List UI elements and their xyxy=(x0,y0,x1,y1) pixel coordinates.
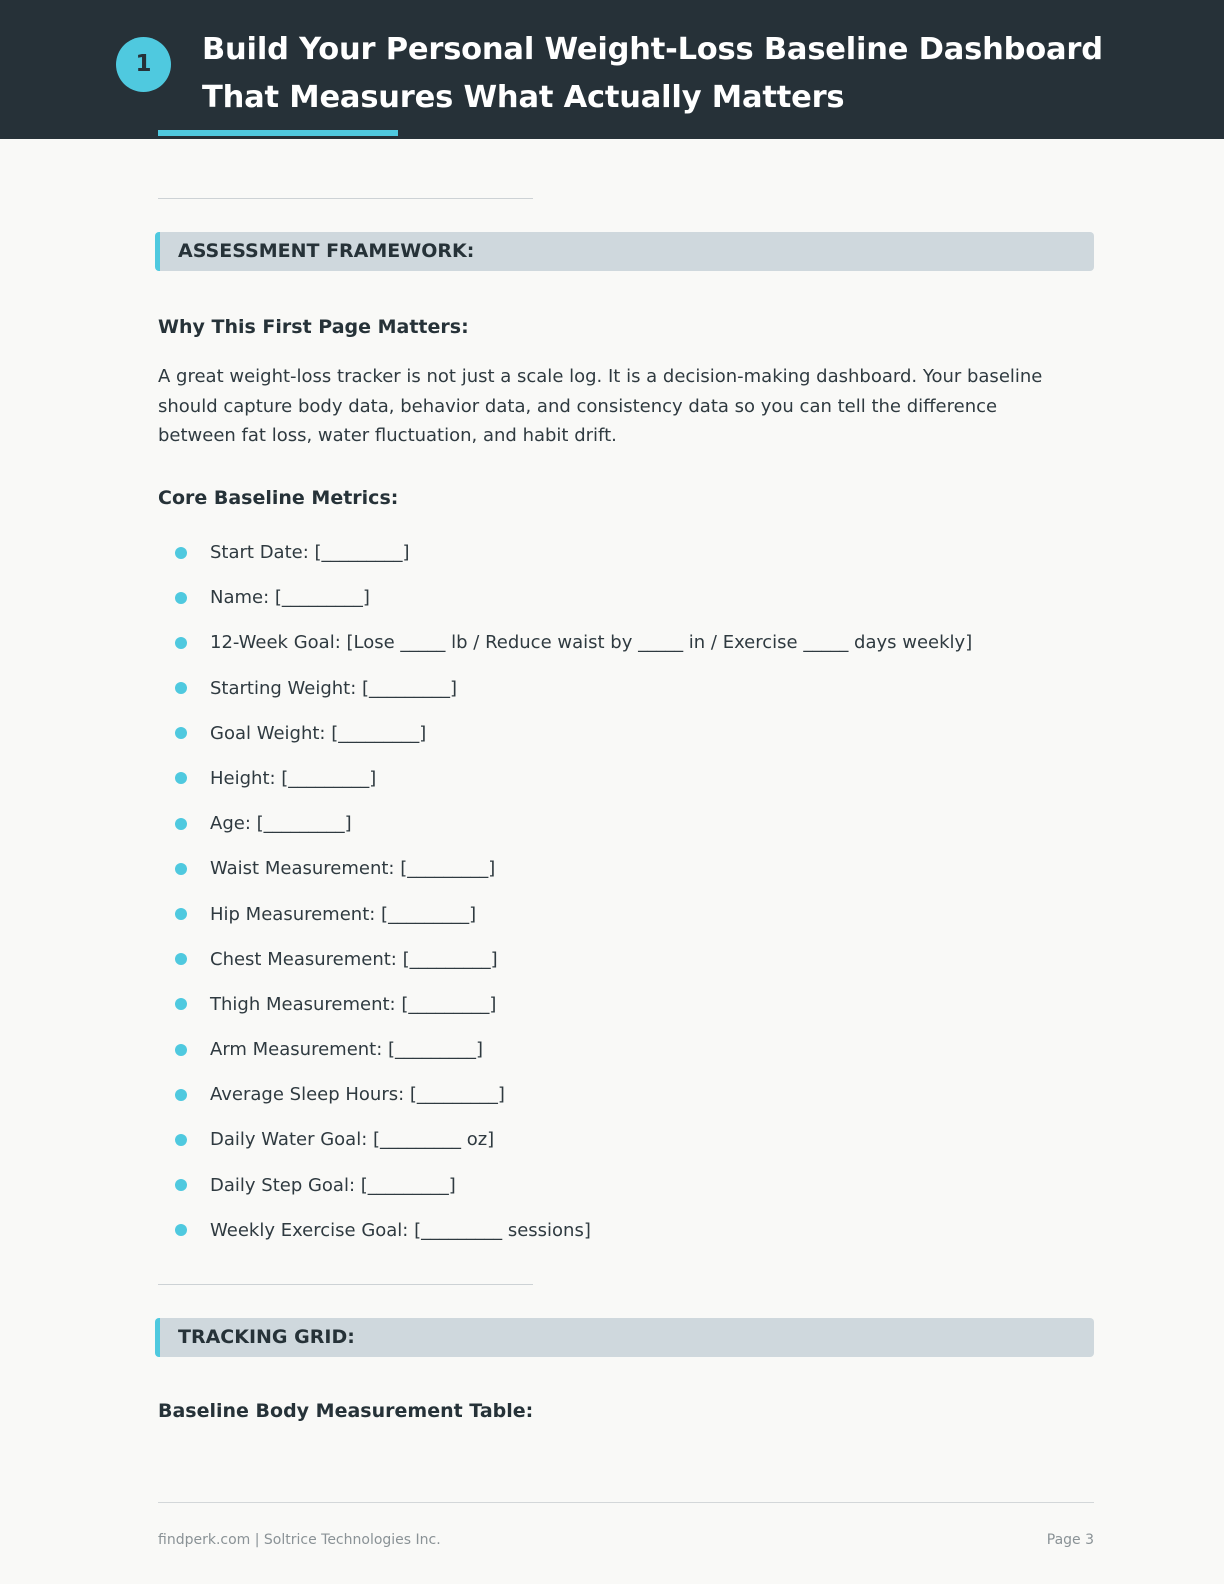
metric-label: 12-Week Goal: [Lose _____ lb / Reduce waist by _____ in / Exercise _____ days weekly] xyxy=(210,632,973,654)
table-heading: Baseline Body Measurement Table: xyxy=(158,1400,534,1422)
footer-divider xyxy=(158,1502,1094,1503)
metric-label: Start Date: [_________] xyxy=(210,542,410,563)
metric-label: Hip Measurement: [_________] xyxy=(210,903,477,925)
bullet-dot-icon xyxy=(175,682,187,694)
chapter-number-badge: 1 xyxy=(116,37,171,92)
bullet-dot-icon xyxy=(175,592,187,604)
bullet-dot-icon xyxy=(175,772,187,784)
bullet-dot-icon xyxy=(175,1044,187,1056)
metric-label: Starting Weight: [_________] xyxy=(210,677,458,699)
footer-source: findperk.com | Soltrice Technologies Inc. xyxy=(158,1532,441,1548)
section-title-tracking: TRACKING GRID: xyxy=(178,1326,355,1348)
list-item xyxy=(158,937,972,982)
bullet-dot-icon xyxy=(175,727,187,739)
title-accent-underline xyxy=(158,130,398,136)
metric-label: Height: [_________] xyxy=(210,767,377,789)
section-title-assessment: ASSESSMENT FRAMEWORK: xyxy=(178,240,475,262)
metric-label: Daily Water Goal: [_________ oz] xyxy=(210,1129,495,1151)
why-paragraph: A great weight-loss tracker is not just a scale log. It is a decision-making dashboard. Your baseline should capture body data, behavior data, and consistency data so you can tell the difference between fat loss, water fluctuation, and habit drift. xyxy=(158,366,1043,446)
bullet-dot-icon xyxy=(175,908,187,920)
list-item xyxy=(158,892,972,937)
metric-label: Average Sleep Hours: [_________] xyxy=(210,1084,505,1106)
section-divider xyxy=(158,198,533,199)
metric-label: Weekly Exercise Goal: [_________ sessions] xyxy=(210,1219,591,1241)
bullet-dot-icon xyxy=(175,637,187,649)
bullet-dot-icon xyxy=(175,1224,187,1236)
page-header xyxy=(0,0,1224,139)
section-divider xyxy=(158,1284,533,1285)
bullet-dot-icon xyxy=(175,547,187,559)
list-item xyxy=(158,666,972,711)
metrics-heading: Core Baseline Metrics: xyxy=(158,487,399,509)
list-item xyxy=(158,1163,972,1208)
list-item xyxy=(158,530,972,575)
bullet-dot-icon xyxy=(175,818,187,830)
bullet-dot-icon xyxy=(175,1134,187,1146)
metric-label: Daily Step Goal: [_________] xyxy=(210,1174,456,1196)
metric-label: Waist Measurement: [_________] xyxy=(210,858,496,880)
bullet-dot-icon xyxy=(175,953,187,965)
list-item xyxy=(158,1027,972,1072)
metric-label: Goal Weight: [_________] xyxy=(210,722,427,744)
bullet-dot-icon xyxy=(175,1089,187,1101)
list-item xyxy=(158,846,972,891)
list-item xyxy=(158,575,972,620)
list-item xyxy=(158,982,972,1027)
list-item xyxy=(158,1208,972,1253)
bullet-dot-icon xyxy=(175,998,187,1010)
list-item xyxy=(158,711,972,756)
metrics-list xyxy=(158,530,972,1253)
page-number: Page 3 xyxy=(1046,1532,1094,1548)
bullet-dot-icon xyxy=(175,1179,187,1191)
list-item xyxy=(158,1072,972,1117)
section-bar-tracking xyxy=(155,1318,1094,1357)
list-item xyxy=(158,756,972,801)
list-item xyxy=(158,1117,972,1162)
metric-label: Name: [_________] xyxy=(210,587,370,609)
metric-label: Age: [_________] xyxy=(210,813,352,835)
section-bar-assessment xyxy=(155,232,1094,271)
metric-label: Arm Measurement: [_________] xyxy=(210,1039,484,1061)
list-item xyxy=(158,620,972,665)
list-item xyxy=(158,801,972,846)
metric-label: Chest Measurement: [_________] xyxy=(210,948,498,970)
page-title: Build Your Personal Weight-Loss Baseline Dashboard That Measures What Actually Matters xyxy=(202,32,1103,115)
metric-label: Thigh Measurement: [_________] xyxy=(210,993,497,1015)
bullet-dot-icon xyxy=(175,863,187,875)
why-heading: Why This First Page Matters: xyxy=(158,316,469,338)
